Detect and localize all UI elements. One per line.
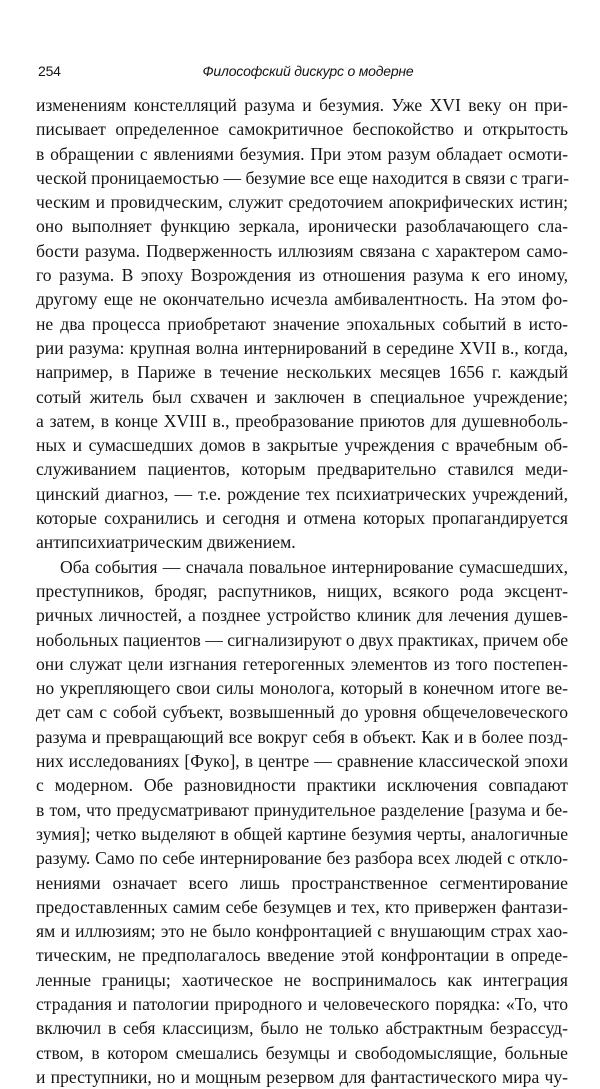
text-line: и преступники, но и мощным резервом для фантастического мира чу- xyxy=(36,1066,568,1087)
body-text xyxy=(36,93,568,1089)
text-line: а затем, в конце XVIII в., преобразование приютов для душевноболь- xyxy=(36,410,568,431)
text-line: Оба события — сначала повальное интернирование сумасшедших, xyxy=(60,556,568,577)
text-line: тическим, не предполагалось введение этой конфронтации в опреде- xyxy=(36,945,568,966)
text-line: нениями означает всего лишь пространственное сегментирование xyxy=(36,872,568,893)
text-line: преступников, бродяг, распутников, нищих, всякого рода эксцент- xyxy=(36,580,568,601)
page-header xyxy=(38,62,560,80)
text-line: в обращении с явлениями безумия. При этом разум обладает осмоти- xyxy=(36,143,568,164)
text-line: служиванием пациентов, которым предварительно ставился меди- xyxy=(36,459,568,480)
text-line: они служат цели изгнания гетерогенных элементов из того постепен- xyxy=(36,653,568,674)
text-line: например, в Париже в течение нескольких месяцев 1656 г. каждый xyxy=(36,362,568,383)
text-line: которые сохранились и сегодня и отмена которых пропагандируется xyxy=(36,508,568,529)
text-line: сотый житель был схвачен и заключен в специальное учреждение; xyxy=(36,386,568,407)
text-line: разума и превращающий все вокруг себя в объект. Как и в более позд- xyxy=(36,726,568,747)
text-line: цинский диагноз, — т.е. рождение тех психиатрических учреждений, xyxy=(36,483,568,504)
text-line: включил в себя классицизм, было не только абстрактным безрассуд- xyxy=(36,1018,568,1039)
text-line: в том, что предусматривают принудительное разделение [разума и бе- xyxy=(36,799,568,820)
text-line: рии разума: крупная волна интернирований в середине XVII в., когда, xyxy=(36,337,568,358)
paragraph xyxy=(36,93,568,555)
paragraph xyxy=(36,555,568,1089)
text-line: ричных личностей, а позднее устройство клиник для лечения душев- xyxy=(36,605,568,626)
text-line: них исследованиях [Фуко], в центре — сравнение классической эпохи xyxy=(36,751,568,772)
text-line: ям и иллюзиям; это не было конфронтацией с внушающим страх хао- xyxy=(36,921,568,942)
text-line: ством, в котором смешались безумцы и свободомыслящие, больные xyxy=(36,1042,568,1063)
text-line: страдания и патологии природного и человеческого порядка: «То, что xyxy=(36,993,568,1014)
text-line: ных и сумасшедших домов в закрытые учреждения с врачебным об- xyxy=(36,435,568,456)
text-line: бости разума. Подверженность иллюзиям связана с характером само- xyxy=(36,240,568,261)
text-line: антипсихиатрическим движением. xyxy=(36,532,296,553)
text-line: го разума. В эпоху Возрождения из отношения разума к его иному, xyxy=(36,265,568,286)
running-title: Философский дискурс о модерне xyxy=(202,63,414,79)
text-line: разуму. Само по себе интернирование без разбора всех людей с откло- xyxy=(36,848,568,869)
text-line: оно выполняет функцию зеркала, иронически разоблачающего сла- xyxy=(36,216,568,237)
text-line: ческой проницаемостью — безумие все еще находится в связи с траги- xyxy=(36,167,569,188)
page-number: 254 xyxy=(38,63,61,79)
text-line: ленные границы; хаотическое не воспринималось как интеграция xyxy=(36,969,568,990)
text-line: изменениям констелляций разума и безумия. Уже XVI веку он при- xyxy=(36,95,568,115)
text-line: писывает определенное самокритичное беспокойство и открытость xyxy=(36,119,568,140)
text-line: не два процесса приобретают значение эпохальных событий в исто- xyxy=(36,313,568,334)
text-line: нобольных пациентов — сигнализируют о двух практиках, причем обе xyxy=(36,629,569,650)
text-line: зумия]; четко выделяют в общей картине безумия черты, аналогичные xyxy=(36,823,568,844)
text-line: дет сам с собой субъект, возвышенный до уровня общечеловеческого xyxy=(36,702,568,723)
text-line: с модерном. Обе разновидности практики исключения совпадают xyxy=(36,775,568,796)
text-line: предоставленных самим себе безумцев и тех, кто привержен фантази- xyxy=(36,896,568,917)
text-line: ческим и провидческим, служит средоточием апокрифических истин; xyxy=(36,192,568,213)
text-line: другому еще не окончательно исчезла амбивалентность. На этом фо- xyxy=(36,289,568,310)
text-line: но укрепляющего свои силы монолога, который в конечном итоге ве- xyxy=(36,678,568,699)
